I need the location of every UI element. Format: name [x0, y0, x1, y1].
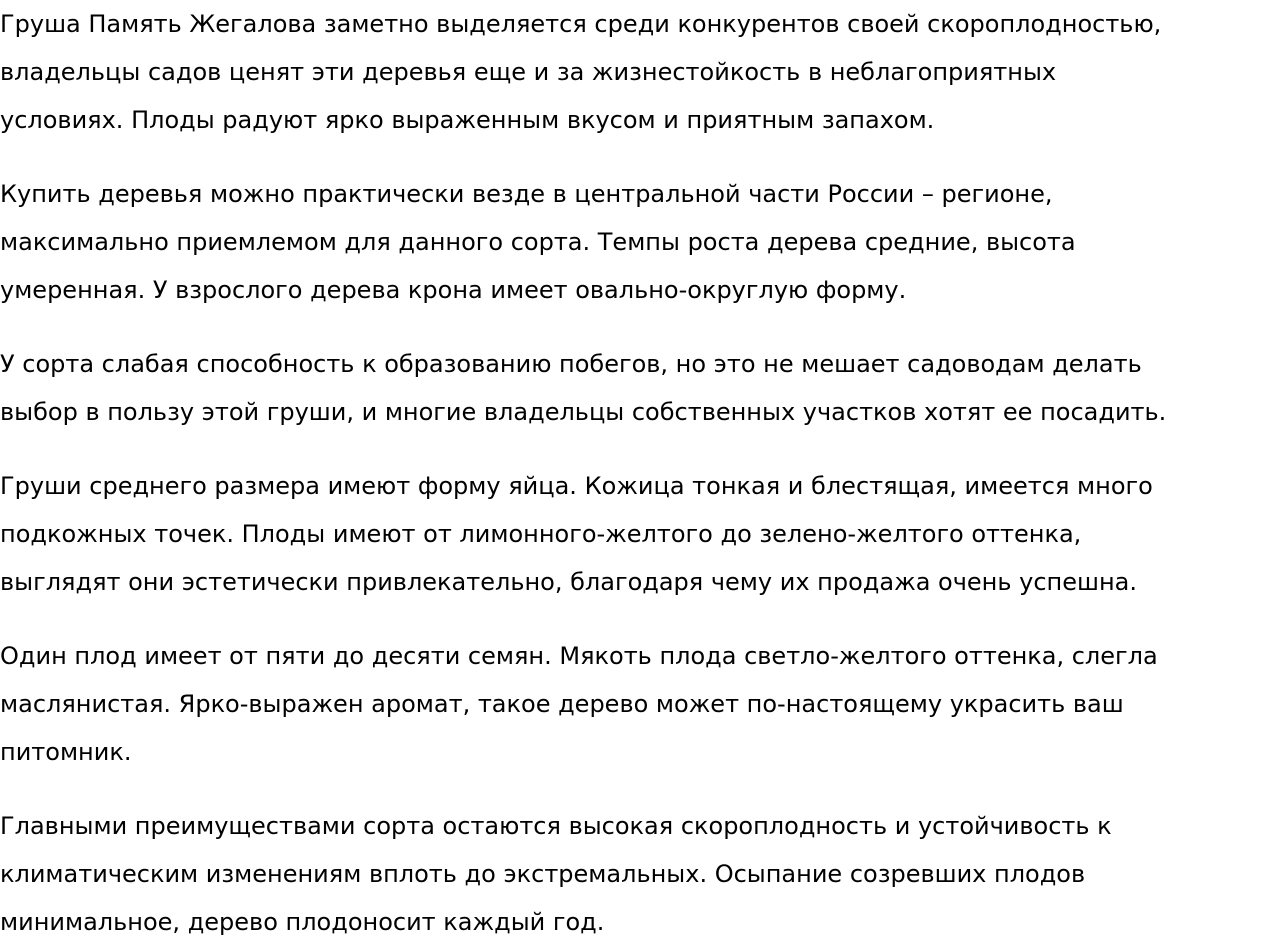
paragraph-seeds: [0, 632, 1270, 776]
text-line: владельцы садов ценят эти деревья еще и за жизнестойкость в неблагоприятных: [0, 58, 1057, 86]
text-line: Главными преимуществами сорта остаются высокая скороплодность и устойчивость к: [0, 812, 1112, 840]
text-line: условиях. Плоды радуют ярко выраженным вкусом и приятным запахом.: [0, 106, 935, 134]
text-line: выглядят они эстетически привлекательно, благодаря чему их продажа очень успешна.: [0, 568, 1137, 596]
paragraph-region: [0, 170, 1270, 314]
text-line: питомник.: [0, 738, 132, 766]
paragraph-advantages: [0, 802, 1270, 946]
text-line: максимально приемлемом для данного сорта. Темпы роста дерева средние, высота: [0, 228, 1076, 256]
paragraph-shoots: [0, 340, 1270, 436]
text-line: Купить деревья можно практически везде в центральной части России – регионе,: [0, 180, 1053, 208]
text-line: климатическим изменениям вплоть до экстремальных. Осыпание созревших плодов: [0, 860, 1086, 888]
text-line: минимальное, дерево плодоносит каждый год.: [0, 908, 605, 936]
paragraph-fruit-shape: [0, 462, 1270, 606]
text-line: маслянистая. Ярко-выражен аромат, такое дерево может по-настоящему украсить ваш: [0, 690, 1124, 718]
text-line: выбор в пользу этой груши, и многие владельцы собственных участков хотят ее посадить.: [0, 398, 1167, 426]
paragraph-intro: [0, 0, 1270, 144]
text-line: Груша Память Жегалова заметно выделяется среди конкурентов своей скороплодностью,: [0, 10, 1162, 38]
text-line: Один плод имеет от пяти до десяти семян. Мякоть плода светло-желтого оттенка, слегла: [0, 642, 1158, 670]
text-line: умеренная. У взрослого дерева крона имеет овально-округлую форму.: [0, 276, 907, 304]
text-line: У сорта слабая способность к образованию побегов, но это не мешает садоводам делать: [0, 350, 1142, 378]
text-line: подкожных точек. Плоды имеют от лимонного-желтого до зелено-желтого оттенка,: [0, 520, 1082, 548]
text-line: Груши среднего размера имеют форму яйца. Кожица тонкая и блестящая, имеется много: [0, 472, 1153, 500]
